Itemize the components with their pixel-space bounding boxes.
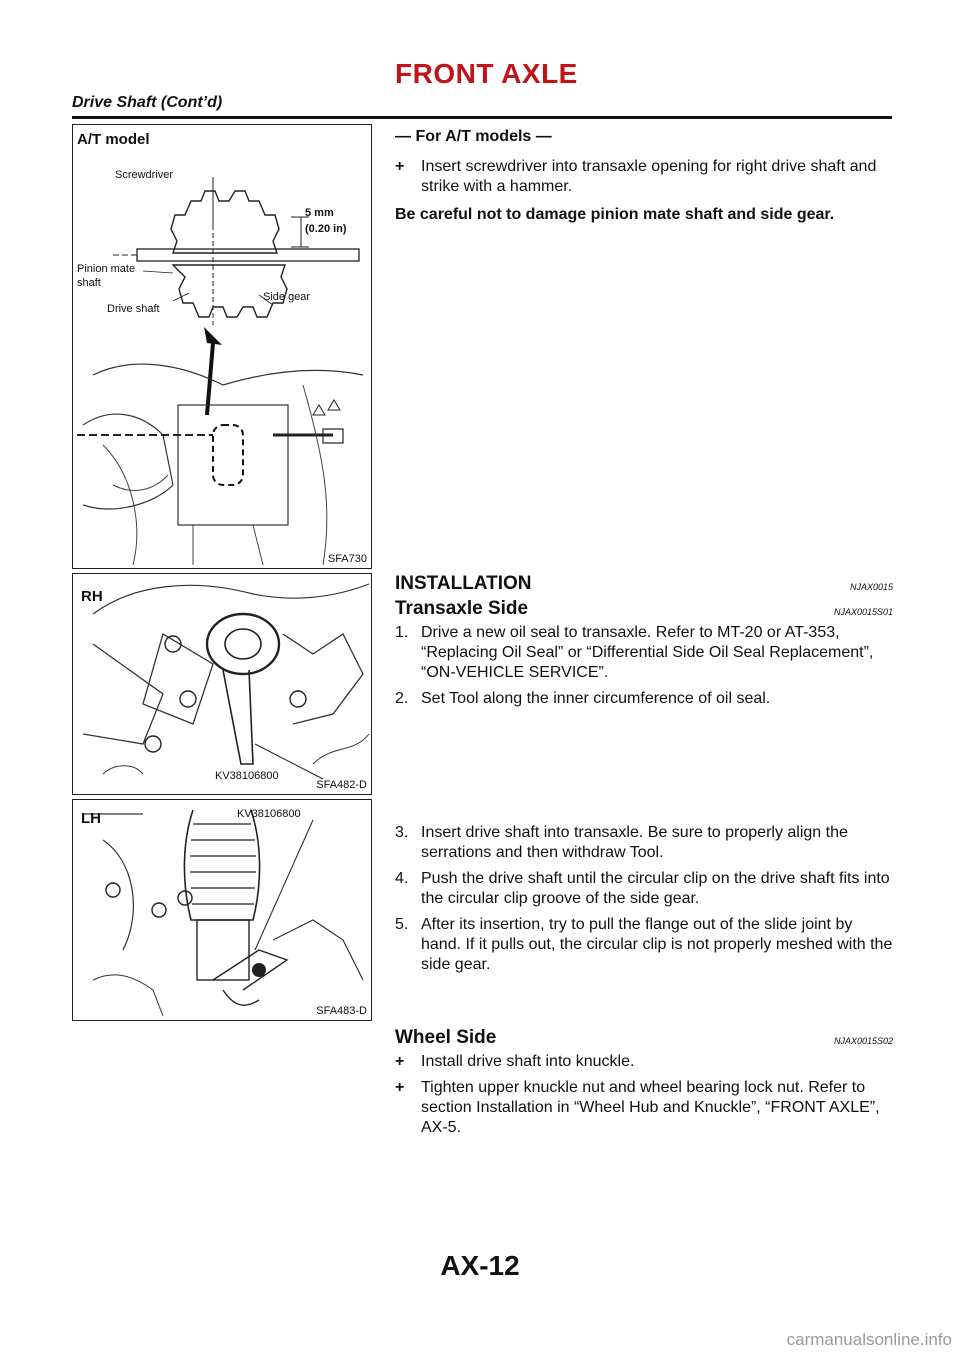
callout-drive-shaft: Drive shaft — [107, 303, 160, 315]
bullet-mark: + — [395, 1079, 405, 1096]
at-model-illustration — [73, 125, 371, 568]
step-number: 1. — [395, 624, 409, 641]
rh-illustration — [73, 574, 371, 794]
transaxle-heading: Transaxle Side — [395, 598, 529, 619]
watermark: carmanualsonline.info — [786, 1330, 952, 1349]
step-text: Insert drive shaft into transaxle. Be sure to properly align the serrations and then withdraw Tool. — [421, 824, 848, 861]
callout-pinion-shaft: shaft — [77, 277, 101, 289]
list-item — [395, 869, 893, 909]
callout-screwdriver: Screwdriver — [115, 169, 174, 181]
wheel-side-steps — [395, 1052, 893, 1144]
header-divider — [72, 116, 892, 119]
reference-code: NJAX0015 — [849, 582, 893, 592]
installation-heading: INSTALLATION — [395, 573, 532, 594]
callout-pinion-mate: Pinion mate — [77, 263, 136, 275]
list-item — [395, 689, 893, 709]
figure-label: LH — [81, 810, 101, 827]
bullet-text: Install drive shaft into knuckle. — [421, 1053, 635, 1070]
at-models-section — [395, 127, 893, 231]
installation-heading-row — [395, 573, 893, 595]
bullet-text: Insert screwdriver into transaxle opening for right drive shaft and strike with a hammer. — [421, 158, 877, 195]
at-models-heading: — For A/T models — — [395, 128, 552, 145]
list-item — [395, 1052, 893, 1072]
figure-caption: SFA730 — [327, 553, 367, 565]
figure-caption: SFA482-D — [316, 779, 367, 791]
figure-label: A/T model — [77, 131, 150, 148]
list-item — [395, 157, 893, 197]
figure-label: RH — [81, 588, 103, 605]
bullet-text: Tighten upper knuckle nut and wheel bearing lock nut. Refer to section Installation in “Wheel Hub and Knuckle”, “FRONT AXLE”, AX-5. — [421, 1079, 880, 1136]
reference-code: NJAX0015S01 — [833, 607, 893, 617]
step-text: Set Tool along the inner circumference of oil seal. — [421, 690, 771, 707]
transaxle-steps-b — [395, 823, 893, 981]
section-subtitle: Drive Shaft (Cont’d) — [72, 94, 223, 111]
step-text: Drive a new oil seal to transaxle. Refer to MT-20 or AT-353, “Replacing Oil Seal” or “Differential Side Oil Seal Replacement”, “ON-VEHICLE SERVICE”. — [421, 624, 874, 681]
figure-caption: SFA483-D — [316, 1005, 367, 1017]
list-item — [395, 823, 893, 863]
caution-text: Be careful not to damage pinion mate shaft and side gear. — [395, 206, 835, 223]
transaxle-steps-a — [395, 623, 893, 715]
step-number: 2. — [395, 690, 409, 707]
callout-tool-number: KV38106800 — [237, 808, 301, 820]
callout-dimension-in: (0.20 in) — [305, 223, 347, 235]
wheel-side-heading: Wheel Side — [395, 1027, 497, 1048]
figure-at-model — [72, 124, 372, 569]
transaxle-heading-row — [395, 598, 893, 620]
wheel-side-heading-row — [395, 1027, 893, 1049]
list-item — [395, 1078, 893, 1138]
bullet-mark: + — [395, 158, 405, 175]
lh-illustration — [73, 800, 371, 1020]
reference-code: NJAX0015S02 — [833, 1036, 893, 1046]
step-number: 5. — [395, 916, 409, 933]
step-number: 4. — [395, 870, 409, 887]
step-number: 3. — [395, 824, 409, 841]
step-text: After its insertion, try to pull the flange out of the slide joint by hand. If it pulls out, the circular clip is not properly meshed with the side gear. — [421, 916, 893, 973]
page-number: AX-12 — [440, 1250, 520, 1281]
list-item — [395, 915, 893, 975]
bullet-mark: + — [395, 1053, 405, 1070]
list-item — [395, 623, 893, 683]
section-title: FRONT AXLE — [395, 58, 578, 89]
figure-lh — [72, 799, 372, 1021]
callout-tool-number: KV38106800 — [215, 770, 279, 782]
step-text: Push the drive shaft until the circular clip on the drive shaft fits into the circular clip groove of the side gear. — [421, 870, 890, 907]
callout-side-gear: Side gear — [263, 291, 311, 303]
figure-rh — [72, 573, 372, 795]
callout-dimension-mm: 5 mm — [305, 207, 334, 219]
